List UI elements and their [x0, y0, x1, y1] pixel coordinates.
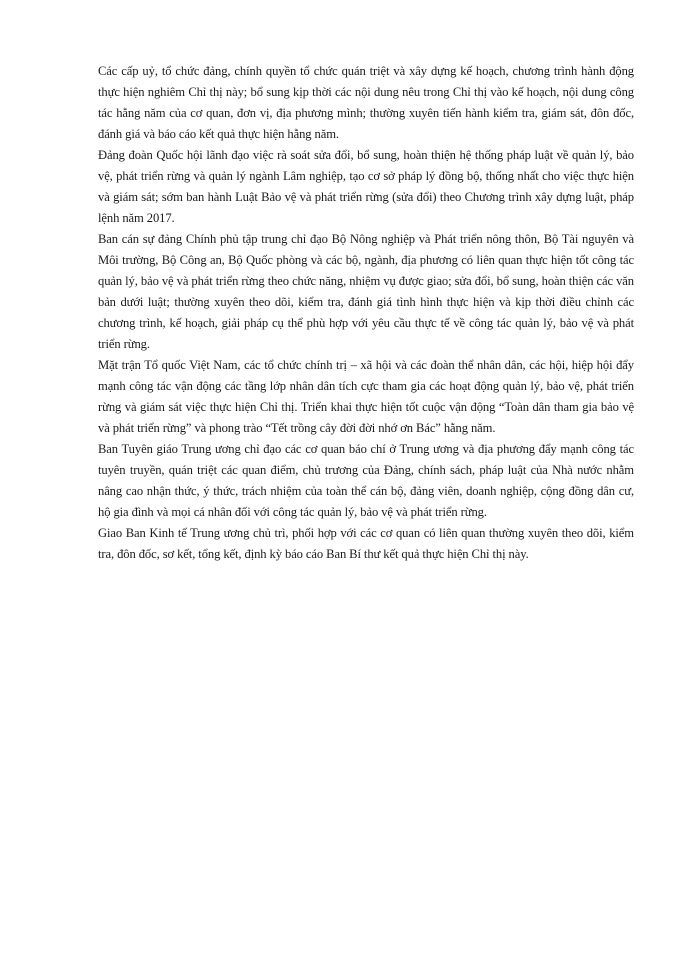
- paragraph-government: Ban cán sự đảng Chính phủ tập trung chỉ đạo Bộ Nông nghiệp và Phát triển nông thôn, Bộ Tài nguyên và Môi trường, Bộ Công an, Bộ Quốc phòng và các bộ, ngành, địa phương có liên quan thực hiện tốt công tác quản lý, bảo vệ và phát triển rừng theo chức năng, nhiệm vụ được giao; sửa đổi, bổ sung, hoàn thiện các văn bản dưới luật; thường xuyên theo dõi, kiểm tra, đánh giá tình hình thực hiện và kịp thời điều chỉnh các chương trình, kế hoạch, giải pháp cụ thể phù hợp với yêu cầu thực tế về công tác quản lý, bảo vệ và phát triển rừng.: [98, 232, 634, 351]
- paragraph-economic-board: Giao Ban Kinh tế Trung ương chủ trì, phối hợp với các cơ quan có liên quan thường xuyên theo dõi, kiểm tra, đôn đốc, sơ kết, tổng kết, định kỳ báo cáo Ban Bí thư kết quả thực hiện Chỉ thị này.: [98, 526, 634, 561]
- paragraph-national-assembly: Đảng đoàn Quốc hội lãnh đạo việc rà soát sửa đổi, bổ sung, hoàn thiện hệ thống pháp luật về quản lý, bảo vệ, phát triển rừng và quản lý ngành Lâm nghiệp, tạo cơ sở pháp lý đồng bộ, thống nhất cho việc thực hiện và giám sát; sớm ban hành Luật Bảo vệ và phát triển rừng (sửa đổi) theo Chương trình xây dựng luật, pháp lệnh năm 2017.: [98, 148, 634, 225]
- document-body: [98, 61, 634, 565]
- paragraph-fatherland-front: Mặt trận Tổ quốc Việt Nam, các tổ chức chính trị – xã hội và các đoàn thể nhân dân, các hội, hiệp hội đẩy mạnh công tác vận động các tầng lớp nhân dân tích cực tham gia các hoạt động quản lý, bảo vệ, phát triển rừng và giám sát việc thực hiện Chỉ thị. Triển khai thực hiện tốt cuộc vận động “Toàn dân tham gia bảo vệ và phát triển rừng” và phong trào “Tết trồng cây đời đời nhớ ơn Bác” hằng năm.: [98, 358, 634, 435]
- paragraph-party-committees: Các cấp uỷ, tổ chức đảng, chính quyền tổ chức quán triệt và xây dựng kế hoạch, chương trình hành động thực hiện nghiêm Chỉ thị này; bổ sung kịp thời các nội dung nêu trong Chỉ thị vào kế hoạch, nội dung công tác hằng năm của cơ quan, đơn vị, địa phương mình; thường xuyên tiến hành kiểm tra, giám sát, đôn đốc, đánh giá và báo cáo kết quả thực hiện hằng năm.: [98, 64, 634, 141]
- paragraph-propaganda-board: Ban Tuyên giáo Trung ương chỉ đạo các cơ quan báo chí ở Trung ương và địa phương đẩy mạnh công tác tuyên truyền, quán triệt các quan điểm, chủ trương của Đảng, chính sách, pháp luật của Nhà nước nhằm nâng cao nhận thức, ý thức, trách nhiệm của toàn thể cán bộ, đảng viên, doanh nghiệp, cộng đồng dân cư, hộ gia đình và mọi cá nhân đối với công tác quản lý, bảo vệ và phát triển rừng.: [98, 442, 634, 519]
